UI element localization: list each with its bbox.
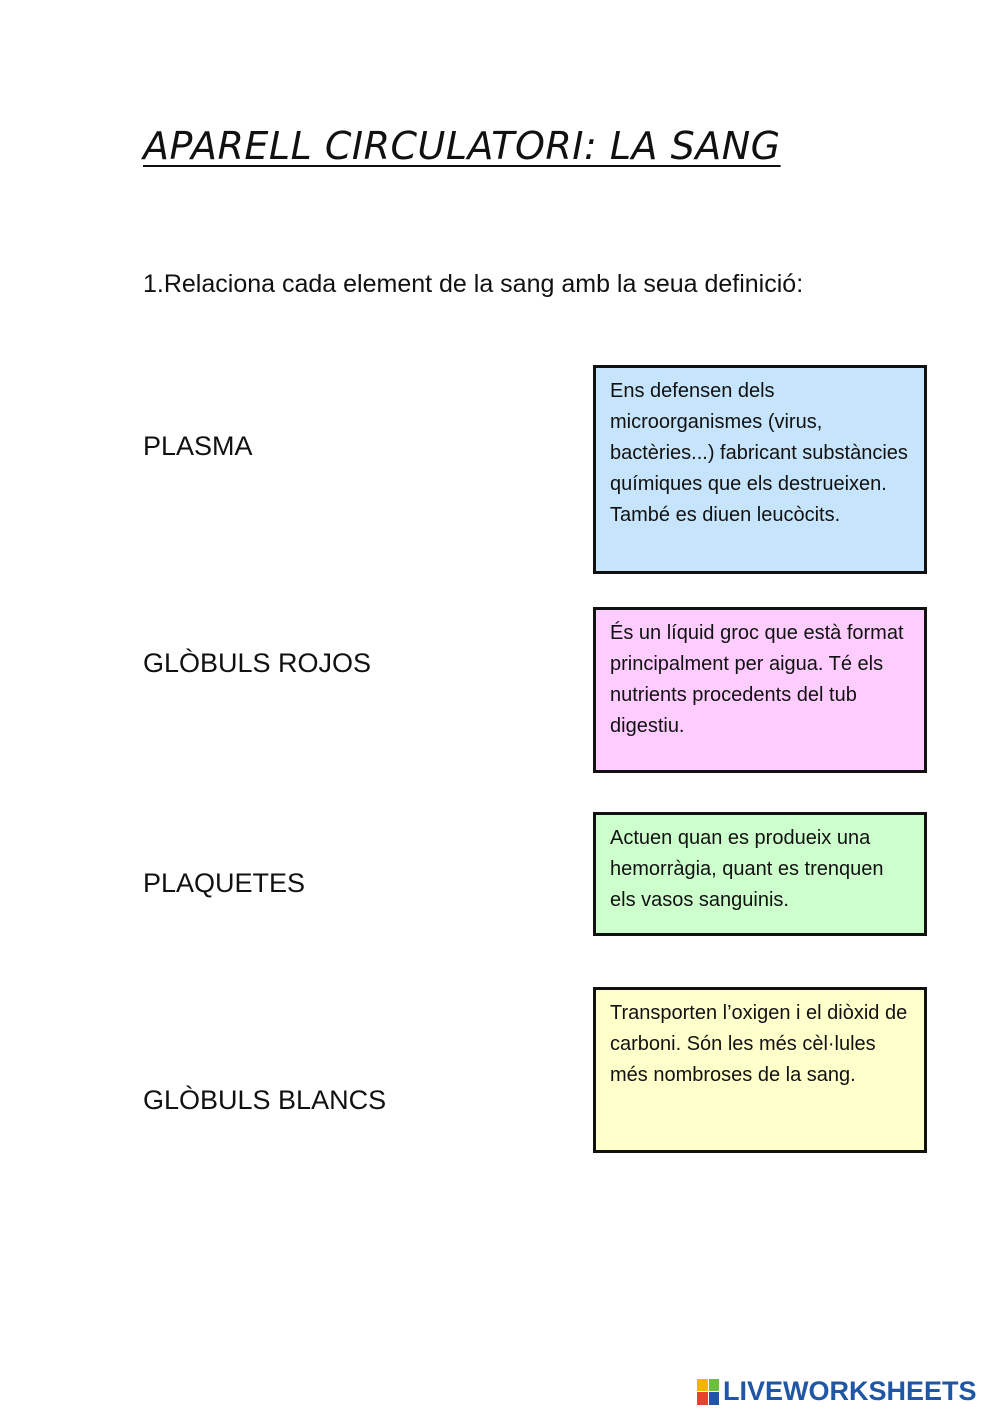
term-globuls-blancs[interactable]: GLÒBULS BLANCS xyxy=(143,1085,387,1115)
definition-box-3[interactable]: Actuen quan es produeix una hemorràgia, quant es trenquen els vasos sanguinis. xyxy=(593,812,927,936)
logo-square-red xyxy=(697,1392,708,1405)
definition-box-1[interactable]: Ens defensen dels microorganismes (virus, bactèries...) fabricant substàncies químiques que els destrueixen. També es diuen leucòcits. xyxy=(593,365,927,574)
instruction-text: 1.Relaciona cada element de la sang amb la seua definició: xyxy=(143,270,804,298)
liveworksheets-logo xyxy=(697,1376,977,1407)
logo-text: LIVEWORKSHEETS xyxy=(723,1376,977,1406)
logo-square-blue xyxy=(709,1392,720,1405)
term-globuls-rojos[interactable]: GLÒBULS ROJOS xyxy=(143,648,372,678)
page-title: APARELL CIRCULATORI: LA SANG xyxy=(143,124,781,168)
logo-square-green xyxy=(709,1379,720,1392)
definition-box-4[interactable]: Transporten l’oxigen i el diòxid de carboni. Són les més cèl·lules més nombroses de la sang. xyxy=(593,987,927,1153)
term-plaquetes[interactable]: PLAQUETES xyxy=(143,868,306,898)
definition-box-2[interactable]: És un líquid groc que està format principalment per aigua. Té els nutrients procedents del tub digestiu. xyxy=(593,607,927,773)
term-plasma[interactable]: PLASMA xyxy=(143,431,253,461)
liveworksheets-logo-icon xyxy=(697,1379,719,1405)
logo-square-yellow xyxy=(697,1379,708,1392)
